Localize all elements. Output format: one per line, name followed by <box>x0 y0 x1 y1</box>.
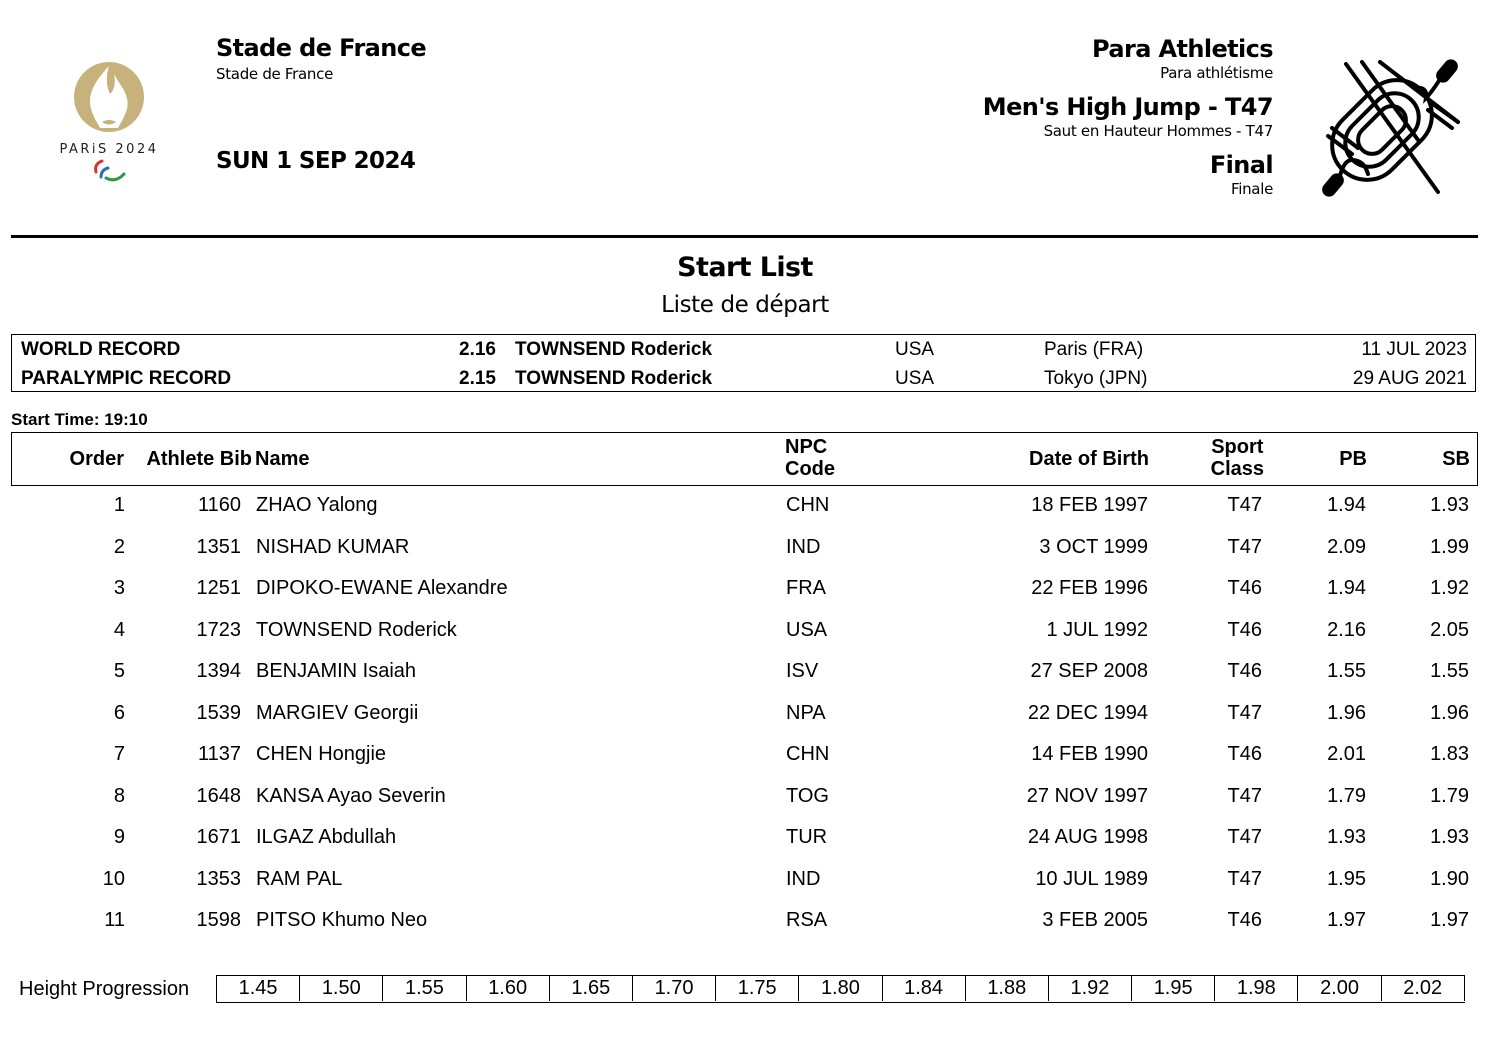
col-sb: SB <box>1442 448 1470 470</box>
cell-bib: 1137 <box>197 743 241 765</box>
cell-dob: 22 FEB 1996 <box>1031 577 1148 599</box>
cell-dob: 27 SEP 2008 <box>1030 660 1148 682</box>
cell-order: 10 <box>102 867 125 890</box>
cell-class: T47 <box>1227 867 1262 890</box>
height-cell: 1.98 <box>1215 976 1298 1001</box>
page-header <box>0 0 1504 235</box>
cell-npc: NPA <box>786 701 826 724</box>
para-athletics-pictogram-icon <box>1310 52 1470 202</box>
record-holder: TOWNSEND Roderick <box>515 368 713 389</box>
paris-2024-emblem-icon <box>44 60 174 195</box>
document-title-fr: Liste de départ <box>661 292 829 318</box>
cell-class: T46 <box>1227 660 1262 682</box>
cell-name: ILGAZ Abdullah <box>256 826 397 848</box>
cell-order: 5 <box>113 660 125 682</box>
record-mark: 2.15 <box>459 368 496 389</box>
height-cell: 1.88 <box>966 976 1049 1001</box>
cell-npc: CHN <box>786 494 830 516</box>
cell-class: T47 <box>1227 701 1262 724</box>
col-npc-line1: NPC <box>785 436 828 458</box>
cell-dob: 27 NOV 1997 <box>1026 784 1148 807</box>
cell-bib: 1351 <box>196 535 241 558</box>
cell-pb: 1.93 <box>1327 826 1366 848</box>
cell-order: 8 <box>113 784 125 807</box>
cell-order: 7 <box>113 743 125 765</box>
cell-bib: 1251 <box>196 577 241 599</box>
paris-2024-wordmark: PARiS 2024 <box>59 142 159 157</box>
height-cell: 2.00 <box>1298 976 1381 1001</box>
cell-class: T47 <box>1227 535 1262 558</box>
cell-npc: RSA <box>786 909 828 931</box>
cell-pb: 1.95 <box>1327 867 1366 890</box>
cell-order: 4 <box>113 618 125 641</box>
venue-name-fr: Stade de France <box>216 65 334 83</box>
event-name-fr: Saut en Hauteur Hommes - T47 <box>1043 122 1273 140</box>
cell-sb: 1.93 <box>1430 494 1469 516</box>
cell-pb: 1.79 <box>1327 784 1366 807</box>
cell-npc: ISV <box>786 660 819 682</box>
cell-class: T47 <box>1227 494 1262 516</box>
height-progression-grid <box>216 975 1465 1003</box>
cell-pb: 1.94 <box>1327 494 1366 516</box>
record-type: PARALYMPIC RECORD <box>21 368 232 389</box>
cell-pb: 1.94 <box>1327 577 1366 599</box>
cell-sb: 1.93 <box>1430 826 1469 848</box>
agitos-icon <box>96 161 124 180</box>
height-cell: 1.92 <box>1049 976 1132 1001</box>
height-cell: 1.50 <box>300 976 383 1001</box>
col-class-line1: Sport <box>1211 436 1264 458</box>
paris-2024-paralympics-logo <box>44 60 174 195</box>
cell-sb: 1.79 <box>1430 784 1469 807</box>
cell-name: DIPOKO-EWANE Alexandre <box>256 577 508 599</box>
table-header <box>11 432 1478 486</box>
record-type: WORLD RECORD <box>21 339 181 360</box>
event-date: SUN 1 SEP 2024 <box>216 148 416 174</box>
cell-bib: 1723 <box>196 618 241 641</box>
phase-name: Final <box>1209 151 1273 179</box>
table-row <box>11 860 1478 902</box>
height-cell: 2.02 <box>1382 976 1465 1001</box>
col-date-of-birth: Date of Birth <box>1029 448 1149 470</box>
cell-sb: 1.90 <box>1430 867 1469 890</box>
cell-dob: 1 JUL 1992 <box>1046 618 1148 641</box>
cell-sb: 1.96 <box>1430 701 1469 724</box>
record-row <box>12 335 1475 364</box>
header-divider <box>11 235 1478 238</box>
event-name: Men's High Jump - T47 <box>982 93 1273 121</box>
height-cell: 1.95 <box>1132 976 1215 1001</box>
cell-sb: 1.99 <box>1430 535 1469 558</box>
cell-bib: 1539 <box>196 701 241 724</box>
record-date: 11 JUL 2023 <box>1361 339 1467 360</box>
height-cell: 1.70 <box>633 976 716 1001</box>
col-pb: PB <box>1339 448 1367 470</box>
cell-npc: USA <box>786 618 828 641</box>
record-row <box>12 364 1475 393</box>
height-cell: 1.45 <box>217 976 300 1001</box>
cell-sb: 1.97 <box>1430 909 1469 931</box>
cell-dob: 10 JUL 1989 <box>1035 867 1148 890</box>
cell-order: 3 <box>113 577 125 599</box>
cell-dob: 14 FEB 1990 <box>1031 743 1148 765</box>
record-holder: TOWNSEND Roderick <box>515 339 713 360</box>
record-place: Tokyo (JPN) <box>1044 368 1148 389</box>
table-row <box>11 652 1478 694</box>
cell-name: PITSO Khumo Neo <box>256 909 428 931</box>
record-place: Paris (FRA) <box>1044 339 1144 360</box>
cell-order: 2 <box>113 535 125 558</box>
venue-name: Stade de France <box>216 34 427 62</box>
cell-name: BENJAMIN Isaiah <box>256 660 417 682</box>
cell-order: 6 <box>113 701 125 724</box>
cell-sb: 1.55 <box>1430 660 1469 682</box>
document-title: Start List <box>677 252 813 283</box>
table-row <box>11 777 1478 819</box>
cell-pb: 1.55 <box>1327 660 1366 682</box>
height-cell: 1.65 <box>550 976 633 1001</box>
cell-name: NISHAD KUMAR <box>256 535 410 558</box>
cell-name: TOWNSEND Roderick <box>256 618 457 641</box>
cell-npc: TOG <box>786 784 829 807</box>
height-cell: 1.55 <box>383 976 466 1001</box>
height-cell: 1.80 <box>799 976 882 1001</box>
cell-npc: TUR <box>786 826 828 848</box>
records-box <box>11 334 1476 392</box>
col-athlete-bib: Athlete Bib <box>146 448 252 470</box>
height-cell: 1.84 <box>883 976 966 1001</box>
cell-pb: 2.01 <box>1327 743 1366 765</box>
table-row <box>11 486 1478 528</box>
cell-dob: 3 FEB 2005 <box>1042 909 1148 931</box>
cell-pb: 2.09 <box>1327 535 1366 558</box>
cell-pb: 1.97 <box>1327 909 1366 931</box>
start-time: Start Time: 19:10 <box>11 410 148 429</box>
cell-order: 9 <box>113 826 125 848</box>
col-order: Order <box>69 448 124 470</box>
cell-npc: CHN <box>786 743 830 765</box>
cell-name: RAM PAL <box>256 867 343 890</box>
record-date: 29 AUG 2021 <box>1352 368 1467 389</box>
event-info <box>983 34 1273 198</box>
col-npc-line2: Code <box>785 458 835 480</box>
cell-class: T47 <box>1227 784 1262 807</box>
cell-order: 1 <box>113 494 125 516</box>
cell-npc: FRA <box>786 577 826 599</box>
cell-class: T46 <box>1227 618 1262 641</box>
cell-sb: 2.05 <box>1430 618 1469 641</box>
table-row <box>11 901 1478 943</box>
cell-name: ZHAO Yalong <box>256 494 378 516</box>
table-row <box>11 694 1478 736</box>
cell-dob: 18 FEB 1997 <box>1031 494 1148 516</box>
record-mark: 2.16 <box>459 339 496 360</box>
height-cell: 1.75 <box>716 976 799 1001</box>
col-npc-code <box>785 436 835 480</box>
cell-bib: 1648 <box>196 784 241 807</box>
cell-class: T47 <box>1227 826 1262 848</box>
cell-bib: 1394 <box>196 660 241 682</box>
cell-bib: 1160 <box>197 494 241 516</box>
table-row <box>11 735 1478 777</box>
cell-dob: 22 DEC 1994 <box>1027 701 1148 724</box>
cell-pb: 2.16 <box>1327 618 1366 641</box>
col-sport-class <box>1211 436 1264 480</box>
cell-name: KANSA Ayao Severin <box>256 784 446 807</box>
cell-bib: 1671 <box>196 826 241 848</box>
height-cell: 1.60 <box>467 976 550 1001</box>
record-npc: USA <box>895 339 935 360</box>
cell-class: T46 <box>1227 909 1262 931</box>
table-row <box>11 818 1478 860</box>
cell-dob: 24 AUG 1998 <box>1027 826 1148 848</box>
cell-class: T46 <box>1227 743 1262 765</box>
cell-bib: 1598 <box>196 909 241 931</box>
table-row <box>11 569 1478 611</box>
cell-dob: 3 OCT 1999 <box>1039 535 1148 558</box>
sport-name: Para Athletics <box>1092 35 1273 63</box>
cell-npc: IND <box>786 867 821 890</box>
cell-name: MARGIEV Georgii <box>256 701 419 724</box>
table-row <box>11 611 1478 653</box>
phase-name-fr: Finale <box>1231 180 1273 198</box>
cell-name: CHEN Hongjie <box>256 743 387 765</box>
cell-sb: 1.92 <box>1430 577 1469 599</box>
cell-sb: 1.83 <box>1430 743 1469 765</box>
cell-pb: 1.96 <box>1327 701 1366 724</box>
height-progression-label: Height Progression <box>19 978 190 1000</box>
col-name: Name <box>255 448 310 470</box>
sport-name-fr: Para athlétisme <box>1160 64 1273 82</box>
cell-bib: 1353 <box>196 867 241 890</box>
cell-order: 11 <box>104 909 125 931</box>
col-class-line2: Class <box>1210 458 1264 480</box>
table-row <box>11 528 1478 570</box>
record-npc: USA <box>895 368 935 389</box>
cell-class: T46 <box>1227 577 1262 599</box>
cell-npc: IND <box>786 535 821 558</box>
